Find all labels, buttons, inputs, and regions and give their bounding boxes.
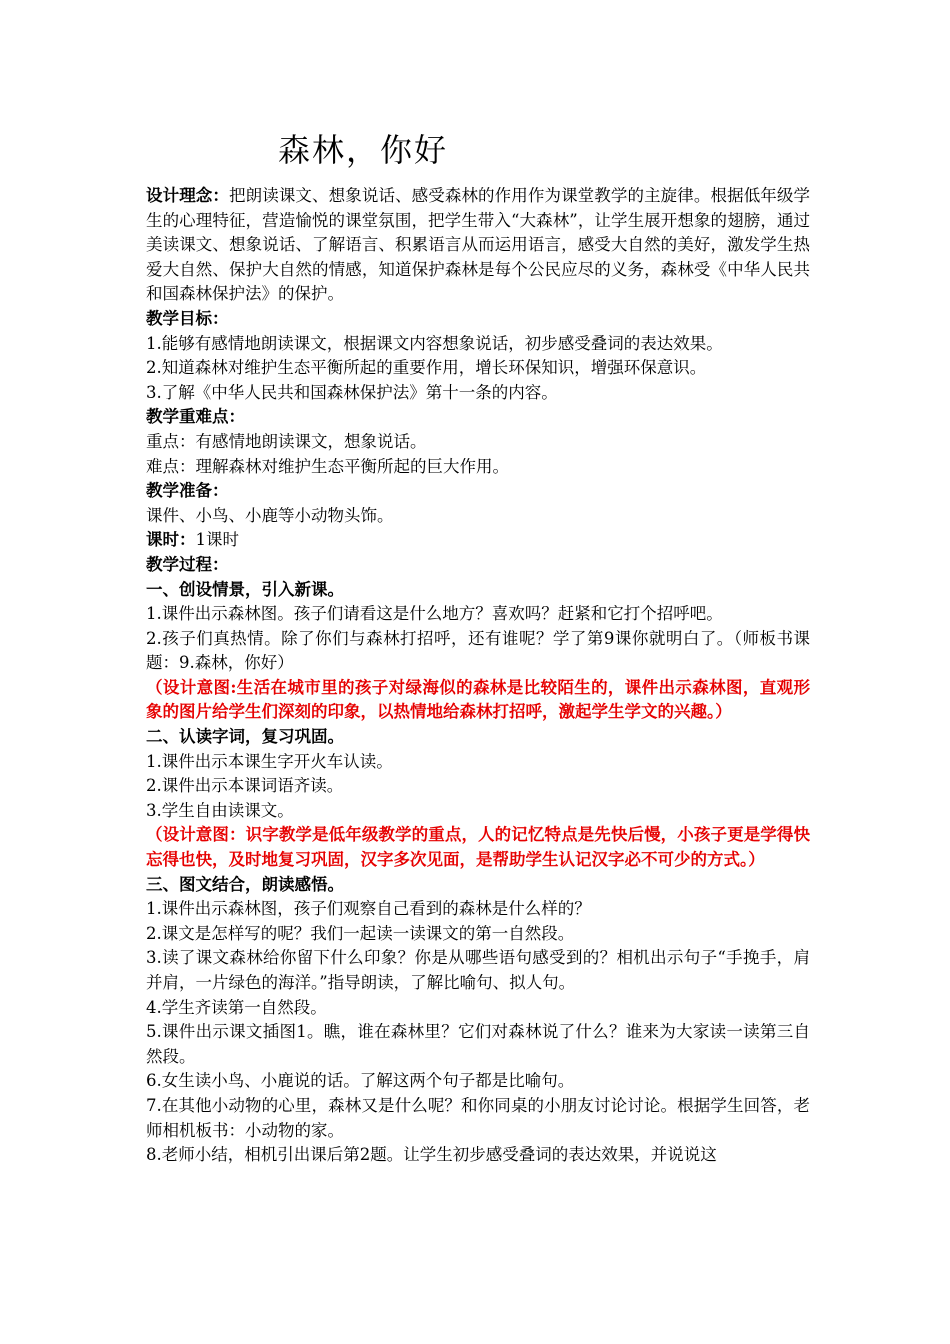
process-item: 8.老师小结，相机引出课后第2题。让学生初步感受叠词的表达效果，并说说这: [146, 1145, 717, 1165]
process-item: 1.课件出示森林图，孩子们观察自己看到的森林是什么样的？: [146, 899, 591, 919]
design-intent-note: （设计意图：识字教学是低年级教学的重点，人的记忆特点是先快后慢，小孩子更是学得快忘得也快，及时地复习巩固，汉字多次见面，是帮助学生认记汉字必不可少的方式。）: [146, 825, 810, 870]
process-item: 3.学生自由读课文。: [146, 800, 294, 820]
prep-text: 课件、小鸟、小鹿等小动物头饰。: [146, 505, 394, 525]
process-item: 4.学生齐读第一自然段。: [146, 997, 327, 1017]
key-point-item: 重点：有感情地朗读课文，想象说话。: [146, 431, 427, 451]
process-item: 7.在其他小动物的心里，森林又是什么呢？和你同桌的小朋友讨论讨论。根据学生回答，老师相机板书：小动物的家。: [146, 1095, 810, 1140]
page-title: 森林，你好: [278, 131, 449, 169]
goal-item: 2.知道森林对维护生态平衡所起的重要作用，增长环保知识，增强环保意识。: [146, 358, 707, 378]
period-text: 1课时: [195, 530, 239, 550]
section-heading: 三、图文结合，朗读感悟。: [146, 874, 344, 894]
prep-heading: 教学准备：: [146, 481, 229, 501]
period-line: [146, 528, 810, 553]
process-item: 2.孩子们真热情。除了你们与森林打招呼，还有谁呢？学了第9课你就明白了。（师板书课题：9.森林，你好）: [146, 628, 810, 673]
process-item: 2.课文是怎样写的呢？我们一起读一读课文的第一自然段。: [146, 923, 575, 943]
key-points-heading: 教学重难点：: [146, 407, 245, 427]
design-concept: [146, 184, 810, 307]
design-concept-text: 把朗读课文、想象说话、感受森林的作用作为课堂教学的主旋律。根据低年级学生的心理特征，营造愉悦的课堂氛围，把学生带入“大森林”，让学生展开想象的翅膀，通过美读课文、想象说话、了解语言、积累语言从而运用语言，感受大自然的美好，激发学生热爱大自然、保护大自然的情感，知道保护森林是每个公民应尽的义务，森林受《中华人民共和国森林保护法》的保护。: [146, 186, 811, 304]
period-label: 课时：: [146, 530, 196, 550]
goal-item: 1.能够有感情地朗读课文，根据课文内容想象说话，初步感受叠词的表达效果。: [146, 333, 723, 353]
process-heading: 教学过程：: [146, 554, 229, 574]
goals-heading: 教学目标：: [146, 308, 229, 328]
process-item: 2.课件出示本课词语齐读。: [146, 776, 344, 796]
process-item: 3.读了课文森林给你留下什么印象？你是从哪些语句感受到的？相机出示句子“手挽手，肩并肩，一片绿色的海洋。”指导朗读，了解比喻句、拟人句。: [146, 948, 810, 992]
key-point-item: 难点：理解森林对维护生态平衡所起的巨大作用。: [146, 456, 509, 476]
section-heading: 一、创设情景，引入新课。: [146, 579, 344, 599]
process-item: 6.女生读小鸟、小鹿说的话。了解这两个句子都是比喻句。: [146, 1071, 575, 1091]
section-heading: 二、认读字词，复习巩固。: [146, 727, 344, 747]
process-item: 1.课件出示本课生字开火车认读。: [146, 751, 393, 771]
document-page: [146, 128, 810, 1168]
design-intent-note: （设计意图:生活在城市里的孩子对绿海似的森林是比较陌生的，课件出示森林图，直观形象的图片给学生们深刻的印象，以热情地给森林打招呼，激起学生学文的兴趣。）: [146, 677, 810, 722]
goal-item: 3.了解《中华人民共和国森林保护法》第十一条的内容。: [146, 382, 558, 402]
process-item: 1.课件出示森林图。孩子们请看这是什么地方？喜欢吗？赶紧和它打个招呼吧。: [146, 604, 723, 624]
process-item: 5.课件出示课文插图1。瞧，谁在森林里？它们对森林说了什么？谁来为大家读一读第三自然段。: [146, 1022, 810, 1066]
design-concept-label: 设计理念：: [146, 186, 230, 205]
